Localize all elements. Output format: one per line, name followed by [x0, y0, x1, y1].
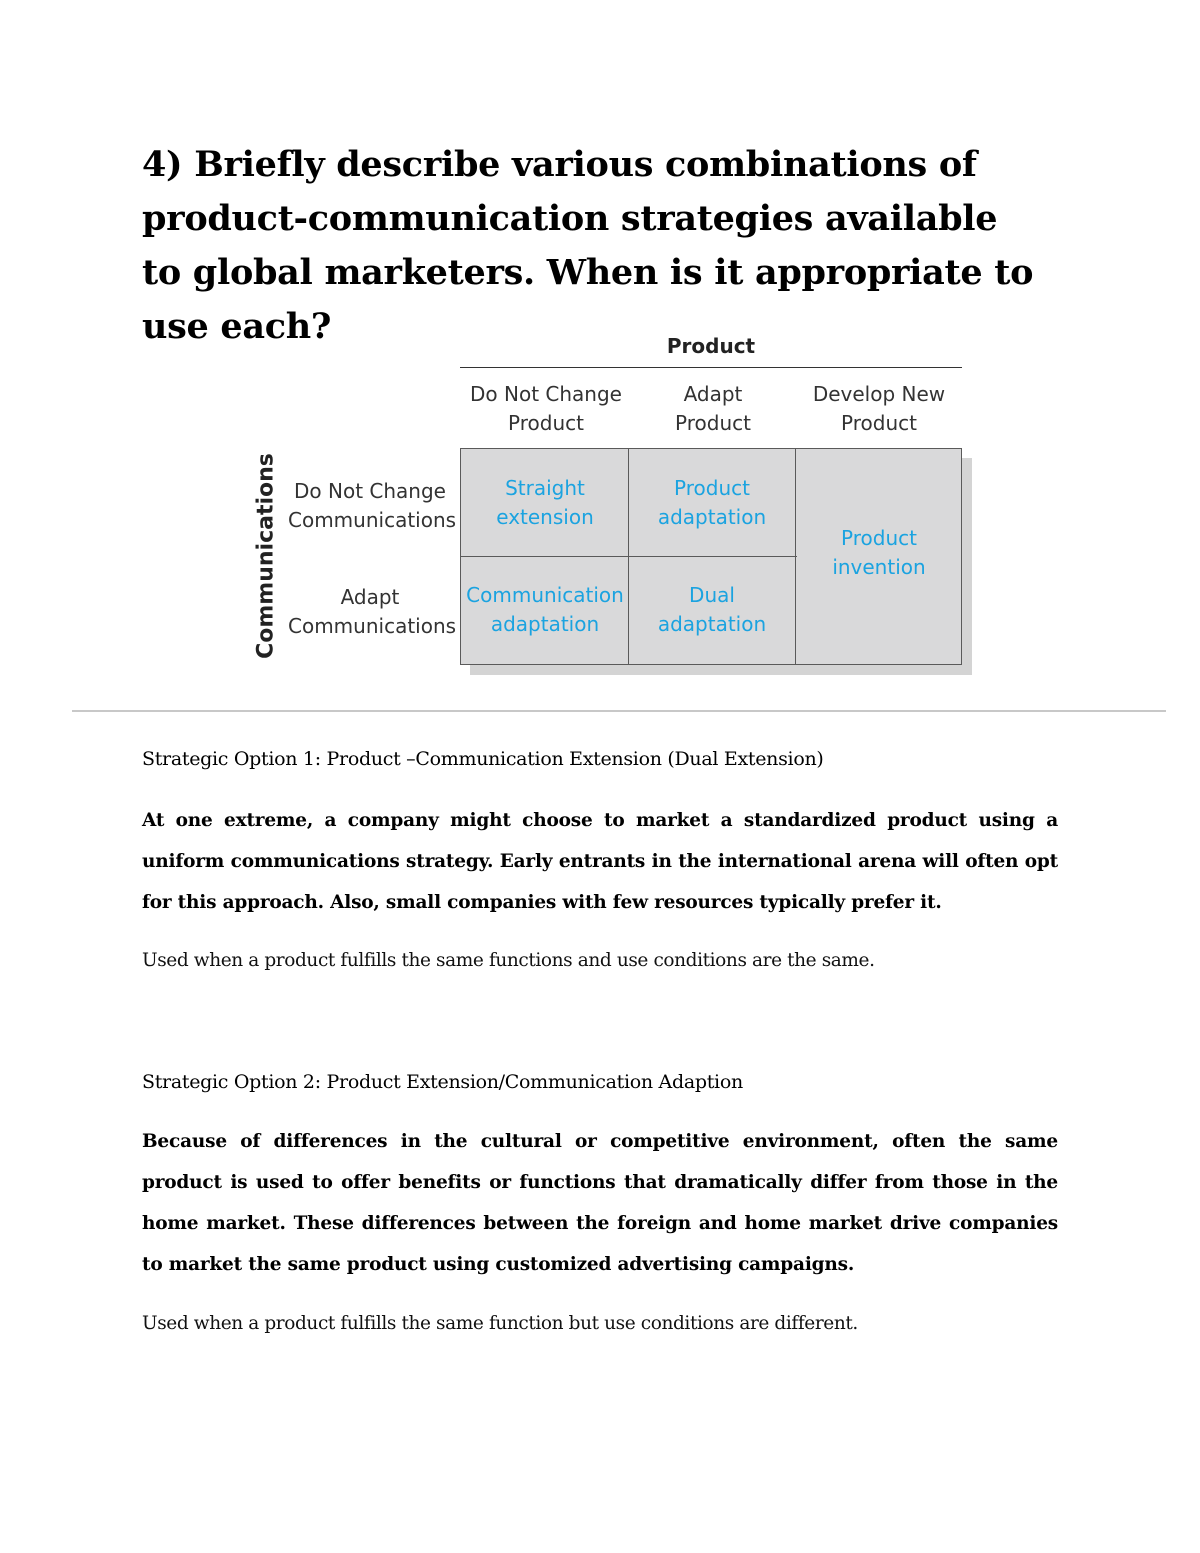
option-2-paragraph: Because of differences in the cultural or competitive environment, often the same product is used to offer benefits or functions that dramatically differ from those in the home market. These differences between the foreign and home market drive companies to market the same product using customized advertising campaigns. — [142, 1131, 1058, 1275]
option-1-paragraph: At one extreme, a company might choose to market a standardized product using a uniform communications strategy. Early entrants in the international arena will often opt for this approach. Also, small companies with few resources typically prefer it. — [142, 810, 1058, 913]
matrix-grid — [460, 448, 962, 665]
option-2-usage: Used when a product fulfills the same function but use conditions are different. — [142, 1313, 858, 1334]
option-1-usage: Used when a product fulfills the same functions and use conditions are the same. — [142, 950, 875, 971]
cell-product-invention: Product invention — [832, 526, 926, 579]
cell-straight-extension: Straight extension — [496, 476, 594, 529]
column-header-develop-new-product: Develop New Product — [812, 382, 946, 435]
section-separator — [72, 710, 1166, 712]
option-1-heading: Strategic Option 1: Product –Communication Extension (Dual Extension) — [142, 748, 824, 770]
product-axis-heading: Product — [666, 334, 756, 358]
question-heading: 4) Briefly describe various combinations of product-communication strategies available to global marketers. When is it appropriate to use each? — [142, 144, 1034, 347]
communications-axis-heading: Communications — [253, 453, 279, 659]
cell-dual-adaptation: Dual adaptation — [657, 583, 767, 636]
row-header-adapt-communications: Adapt Communications — [288, 585, 457, 638]
row-header-do-not-change-communications: Do Not Change Communications — [288, 479, 457, 532]
column-header-do-not-change-product: Do Not Change Product — [470, 382, 622, 435]
cell-communication-adaptation: Communication adaptation — [466, 583, 624, 636]
cell-product-adaptation: Product adaptation — [657, 476, 767, 529]
option-2-heading: Strategic Option 2: Product Extension/Communication Adaption — [142, 1071, 743, 1093]
product-heading-rule — [460, 367, 962, 368]
column-header-adapt-product: Adapt Product — [675, 382, 751, 435]
